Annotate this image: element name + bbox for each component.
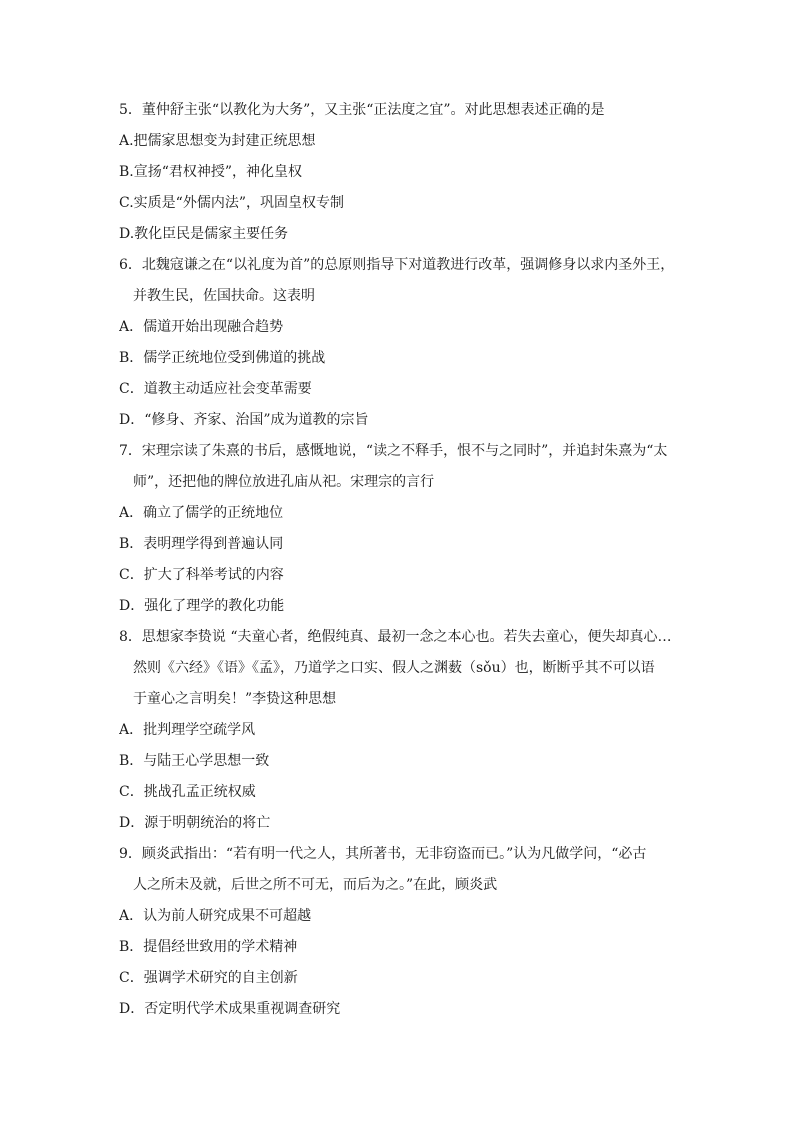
option-c: C.实质是“外儒内法”，巩固皇权专制 bbox=[119, 195, 344, 211]
option-c: C．扩大了科举考试的内容 bbox=[119, 567, 284, 583]
question-stem-cont: 人之所未及就，后世之所不可无，而后为之。”在此，顾炎武 bbox=[133, 877, 498, 893]
question-stem-cont: 师”，还把他的牌位放进孔庙从祀。宋理宗的言行 bbox=[133, 474, 435, 490]
option-a: A．确立了儒学的正统地位 bbox=[119, 505, 284, 521]
option-b: B．儒学正统地位受到佛道的挑战 bbox=[119, 350, 326, 366]
question-stem-cont: 于童心之言明矣！”李贽这种思想 bbox=[133, 691, 337, 707]
question-stem: 6．北魏寇谦之在“以礼度为首”的总原则指导下对道教进行改革，强调修身以求内圣外王， bbox=[119, 257, 675, 273]
question-stem: 5．董仲舒主张“以教化为大务”，又主张“正法度之宜”。对此思想表述正确的是 bbox=[119, 102, 605, 118]
option-a: A．认为前人研究成果不可超越 bbox=[119, 908, 312, 924]
option-a: A.把儒家思想变为封建正统思想 bbox=[119, 133, 316, 149]
option-b: B.宣扬“君权神授”，神化皇权 bbox=[119, 164, 303, 180]
option-a: A．儒道开始出现融合趋势 bbox=[119, 319, 284, 335]
option-d: D．“修身、齐家、治国”成为道教的宗旨 bbox=[119, 412, 369, 428]
question-6 bbox=[119, 255, 679, 430]
question-stem: 8．思想家李贽说 “夫童心者，绝假纯真、最初一念之本心也。若失去童心，便失却真心… bbox=[119, 629, 672, 645]
question-stem-cont: 并教生民，佐国扶命。这表明 bbox=[133, 288, 315, 304]
option-b: B．与陆王心学思想一致 bbox=[119, 753, 270, 769]
question-5 bbox=[119, 100, 679, 244]
question-9 bbox=[119, 844, 679, 1019]
option-c: C．强调学术研究的自主创新 bbox=[119, 970, 298, 986]
question-list bbox=[119, 100, 679, 1030]
question-7 bbox=[119, 441, 679, 616]
option-b: B．表明理学得到普遍认同 bbox=[119, 536, 284, 552]
option-d: D．源于明朝统治的将亡 bbox=[119, 815, 271, 831]
option-b: B．提倡经世致用的学术精神 bbox=[119, 939, 298, 955]
question-stem: 9．顾炎武指出：“若有明一代之人，其所著书，无非窃盗而已。”认为凡做学问，“必古 bbox=[119, 846, 647, 862]
question-stem-cont: 然则《六经》《语》《孟》，乃道学之口实、假人之渊薮（sǒu）也，断断乎其不可以语 bbox=[133, 660, 655, 676]
option-c: C．道教主动适应社会变革需要 bbox=[119, 381, 312, 397]
question-8 bbox=[119, 627, 679, 833]
option-c: C．挑战孔孟正统权威 bbox=[119, 784, 256, 800]
option-d: D．强化了理学的教化功能 bbox=[119, 598, 285, 614]
option-a: A．批判理学空疏学风 bbox=[119, 722, 256, 738]
option-d: D.教化臣民是儒家主要任务 bbox=[119, 226, 289, 242]
question-stem: 7．宋理宗读了朱熹的书后，感慨地说，“读之不释手，恨不与之同时”，并追封朱熹为“太 bbox=[119, 443, 668, 459]
option-d: D．否定明代学术成果重视调查研究 bbox=[119, 1001, 341, 1017]
